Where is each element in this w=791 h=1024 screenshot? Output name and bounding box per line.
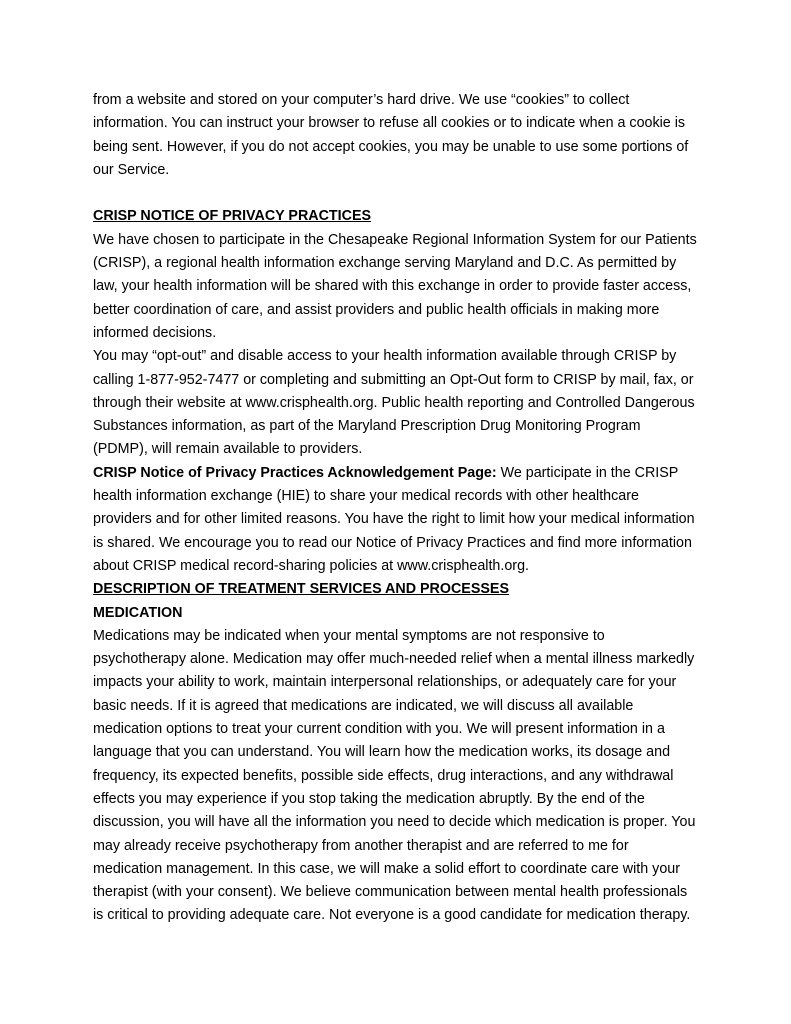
crisp-acknowledgement-text: We participate in the CRISP health information exchange (HIE) to share your medical records with other healthcare providers and for other limited reasons. You have the right to limit how your medical information is shared. We encourage you to read our Notice of Privacy Practices and find more information about CRISP medical record-sharing policies at www.crisphealth.org. bbox=[93, 464, 695, 574]
paragraph-spacer bbox=[93, 182, 699, 205]
crisp-acknowledgement-paragraph bbox=[93, 462, 699, 578]
cookies-paragraph: from a website and stored on your computer’s hard drive. We use “cookies” to collect information. You can instruct your browser to refuse all cookies or to indicate when a cookie is being sent. However, if you do not accept cookies, you may be unable to use some portions of our Service. bbox=[93, 92, 689, 178]
crisp-paragraph-opt-out: You may “opt-out” and disable access to your health information available through CRISP by calling 1-877-952-7477 or completing and submitting an Opt-Out form to CRISP by mail, fax, or through their website at www.crisphealth.org. Public health reporting and Controlled Dangerous Substances information, as part of the Maryland Prescription Drug Monitoring Program (PDMP), will remain available to providers. bbox=[93, 348, 695, 458]
crisp-heading: CRISP NOTICE OF PRIVACY PRACTICES bbox=[93, 208, 372, 225]
medication-paragraph: Medications may be indicated when your mental symptoms are not responsive to psychotherapy alone. Medication may offer much-needed relief when a mental illness markedly impacts your ability to work, maintain interpersonal relationships, or adequately care for your basic needs. If it is agreed that medications are indicated, we will discuss all available medication options to treat your current condition with you. We will present information in a language that you can understand. You will learn how the medication works, its dosage and frequency, its expected benefits, possible side effects, drug interactions, and any withdrawal effects you may experience if you stop taking the medication abruptly. By the end of the discussion, you will have all the information you need to decide which medication is proper. You may already receive psychotherapy from another therapist and are referred to me for medication management. In this case, we will make a solid effort to coordinate care with your therapist (with your consent). We believe communication between mental health professionals is critical to providing adequate care. Not everyone is a good candidate for medication therapy. bbox=[93, 627, 696, 924]
medication-heading: MEDICATION bbox=[93, 604, 183, 621]
crisp-paragraph-participation: We have chosen to participate in the Chesapeake Regional Information System for our Patients (CRISP), a regional health information exchange serving Maryland and D.C. As permitted by law, your health information will be shared with this exchange in order to provide faster access, better coordination of care, and assist providers and public health officials in making more informed decisions. bbox=[93, 231, 697, 341]
crisp-acknowledgement-lead: CRISP Notice of Privacy Practices Acknowledgement Page: bbox=[93, 464, 497, 481]
treatment-services-heading: DESCRIPTION OF TREATMENT SERVICES AND PROCESSES bbox=[93, 581, 509, 598]
document-page bbox=[93, 89, 699, 928]
